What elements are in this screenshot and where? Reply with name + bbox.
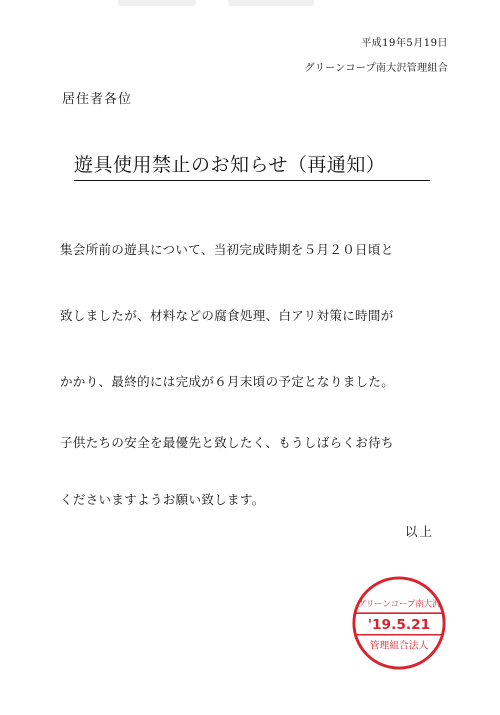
stamp-date: '19.5.21 bbox=[367, 616, 431, 633]
date-seal-stamp bbox=[350, 574, 448, 672]
issuer-name: グリーンコープ南大沢管理組合 bbox=[304, 63, 448, 74]
body-line: 集会所前の遊具について、当初完成時期を５月２０日頃と bbox=[60, 242, 394, 257]
body-line: 子供たちの安全を最優先と致したく、もうしばらくお待ち bbox=[60, 435, 394, 450]
closing-mark: 以上 bbox=[404, 524, 434, 539]
scan-artifact bbox=[228, 0, 314, 6]
stamp-top-text: グリーンコープ南大沢 bbox=[357, 598, 441, 609]
notice-date: 平成19年5月19日 bbox=[361, 38, 448, 49]
body-line: くださいますようお願い致します。 bbox=[60, 492, 265, 507]
body-line: 致しましたが、材料などの腐食処理、白アリ対策に時間が bbox=[60, 308, 394, 323]
scan-artifact bbox=[118, 0, 196, 6]
recipient-line: 居住者各位 bbox=[62, 92, 133, 107]
body-line: かかり、最終的には完成が６月末頃の予定となりました。 bbox=[60, 374, 395, 389]
notice-title: 遊具使用禁止のお知らせ（再通知） bbox=[74, 150, 430, 181]
stamp-bottom-text: 管理組合法人 bbox=[369, 640, 429, 652]
